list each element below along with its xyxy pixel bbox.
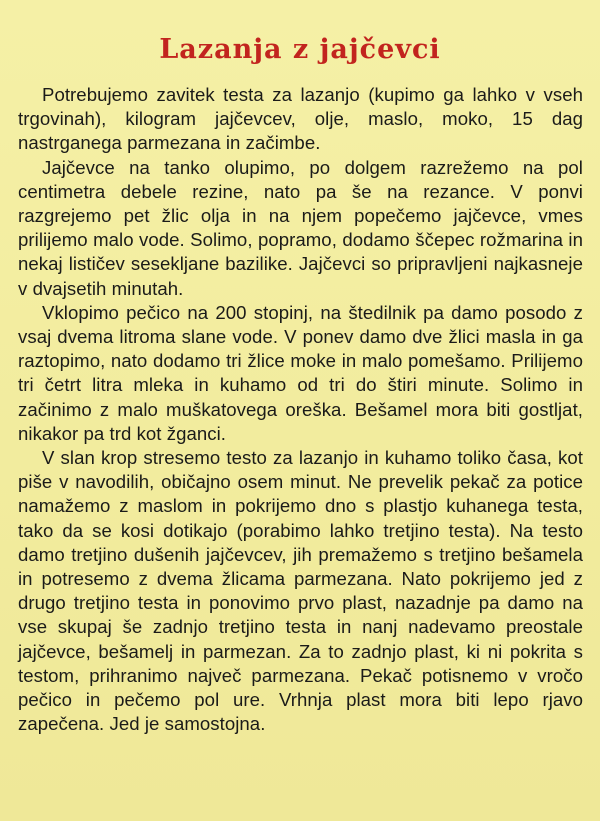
paragraph-bechamel: Vklopimo pečico na 200 stopinj, na štedilnik pa damo posodo z vsaj dvema litroma slane vode. V ponev damo dve žlici masla in ga raztopimo, nato dodamo tri žlice moke in malo pomešamo. Prilijemo tri četrt litra mleka in kuhamo od tri do štiri minute. Solimo in začinimo z malo muškatovega oreška. Bešamel mora biti gostljat, nikakor pa trd kot žganci. (18, 301, 583, 444)
paragraph-ingredients: Potrebujemo zavitek testa za lazanjo (kupimo ga lahko v vseh trgovinah), kilogram jajčevcev, olje, maslo, moko, 15 dag nastrganega parmezana in začimbe. (18, 84, 583, 154)
paragraph-assembly: V slan krop stresemo testo za lazanjo in kuhamo toliko časa, kot piše v navodilih, običajno osem minut. Ne prevelik pekač za potice namažemo z maslom in pokrijemo dno s plastjo kuhanega testa, tako da se kosi dotikajo (porabimo lahko tretjino testa). Na testo damo tretjino dušenih jajčevcev, jih premažemo s tretjino bešamela in potresemo z dvema žlicama parmezana. Nato pokrijemo jed z drugo tretjino testa in ponovimo prvo plast, nazadnje pa damo na vse skupaj še zadnjo tretjino testa in nanj nadevamo preostale jajčevce, bešamelj in parmezan. Za to zadnjo plast, ki ni pokrita s testom, prihranimo največ parmezana. Pekač potisnemo v vročo pečico in pečemo pol ure. Vrhnja plast mora biti lepo rjavo zapečena. Jed je samostojna. (18, 447, 583, 735)
recipe-title: Lazanja z jajčevci (159, 34, 441, 66)
paragraph-eggplant-prep: Jajčevce na tanko olupimo, po dolgem razrežemo na pol centimetra debele rezine, nato pa še na rezance. V ponvi razgrejemo pet žlic olja in na njem popečemo jajčevce, vmes prilijemo malo vode. Solimo, popramo, dodamo ščepec rožmarina in nekaj lističev sesekljane bazilike. Jajčevci so pripravljeni najkasneje v dvajsetih minutah. (18, 156, 583, 299)
recipe-body (18, 83, 583, 736)
